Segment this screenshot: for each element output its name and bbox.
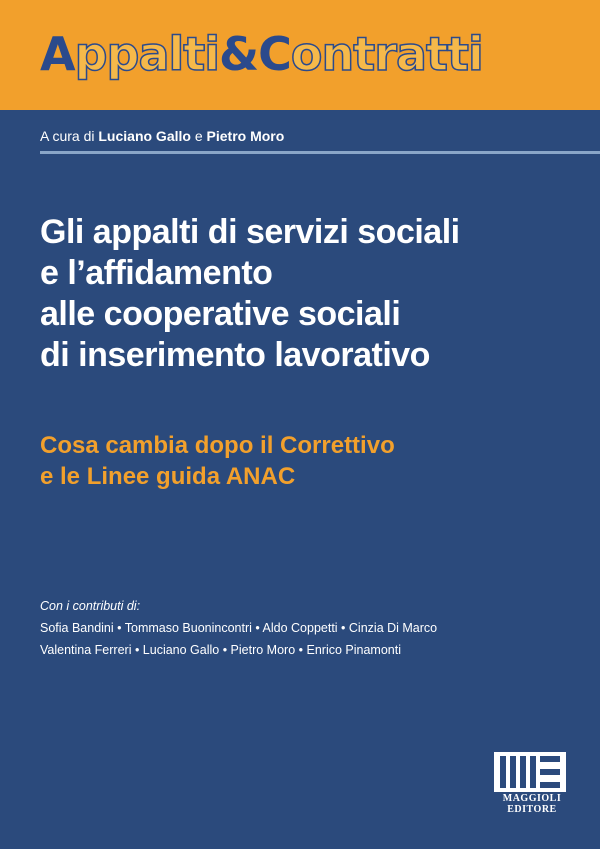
series-title-part: ontratti xyxy=(290,27,483,81)
publisher-logo xyxy=(494,752,570,816)
book-title-line: alle cooperative sociali xyxy=(40,295,401,333)
book-title-line: di inserimento lavorativo xyxy=(40,336,430,374)
publisher-name xyxy=(494,793,570,815)
book-subtitle xyxy=(40,430,580,492)
divider xyxy=(40,151,600,154)
book-subtitle-line: e le Linee guida ANAC xyxy=(40,463,296,490)
contributors xyxy=(40,595,560,661)
contributors-line: Sofia Bandini • Tommaso Buonincontri • Aldo Coppetti • Cinzia Di Marco xyxy=(40,621,438,635)
publisher-name-line: EDITORE xyxy=(507,804,557,815)
book-subtitle-line: Cosa cambia dopo il Correttivo xyxy=(40,432,395,459)
curator-name: Luciano Gallo xyxy=(98,128,191,144)
curators-connector: e xyxy=(194,128,203,144)
contributors-intro: Con i contributi di: xyxy=(40,599,141,613)
series-title-part: A xyxy=(40,27,75,81)
curators-prefix: A cura di xyxy=(40,128,95,144)
series-title-part: C xyxy=(258,27,291,81)
book-title-line: Gli appalti di servizi sociali xyxy=(40,213,460,251)
maggioli-logo-icon xyxy=(494,752,566,792)
publisher-name-line: MAGGIOLI xyxy=(502,793,562,804)
series-title-part: ppalti xyxy=(74,27,220,81)
series-title-part: & xyxy=(219,27,259,81)
curator-name: Pietro Moro xyxy=(206,128,285,144)
curators-line xyxy=(40,128,284,144)
series-title xyxy=(40,22,483,86)
book-title xyxy=(40,212,580,376)
contributors-line: Valentina Ferreri • Luciano Gallo • Pietro Moro • Enrico Pinamonti xyxy=(40,643,401,657)
book-title-line: e l’affidamento xyxy=(40,254,273,292)
